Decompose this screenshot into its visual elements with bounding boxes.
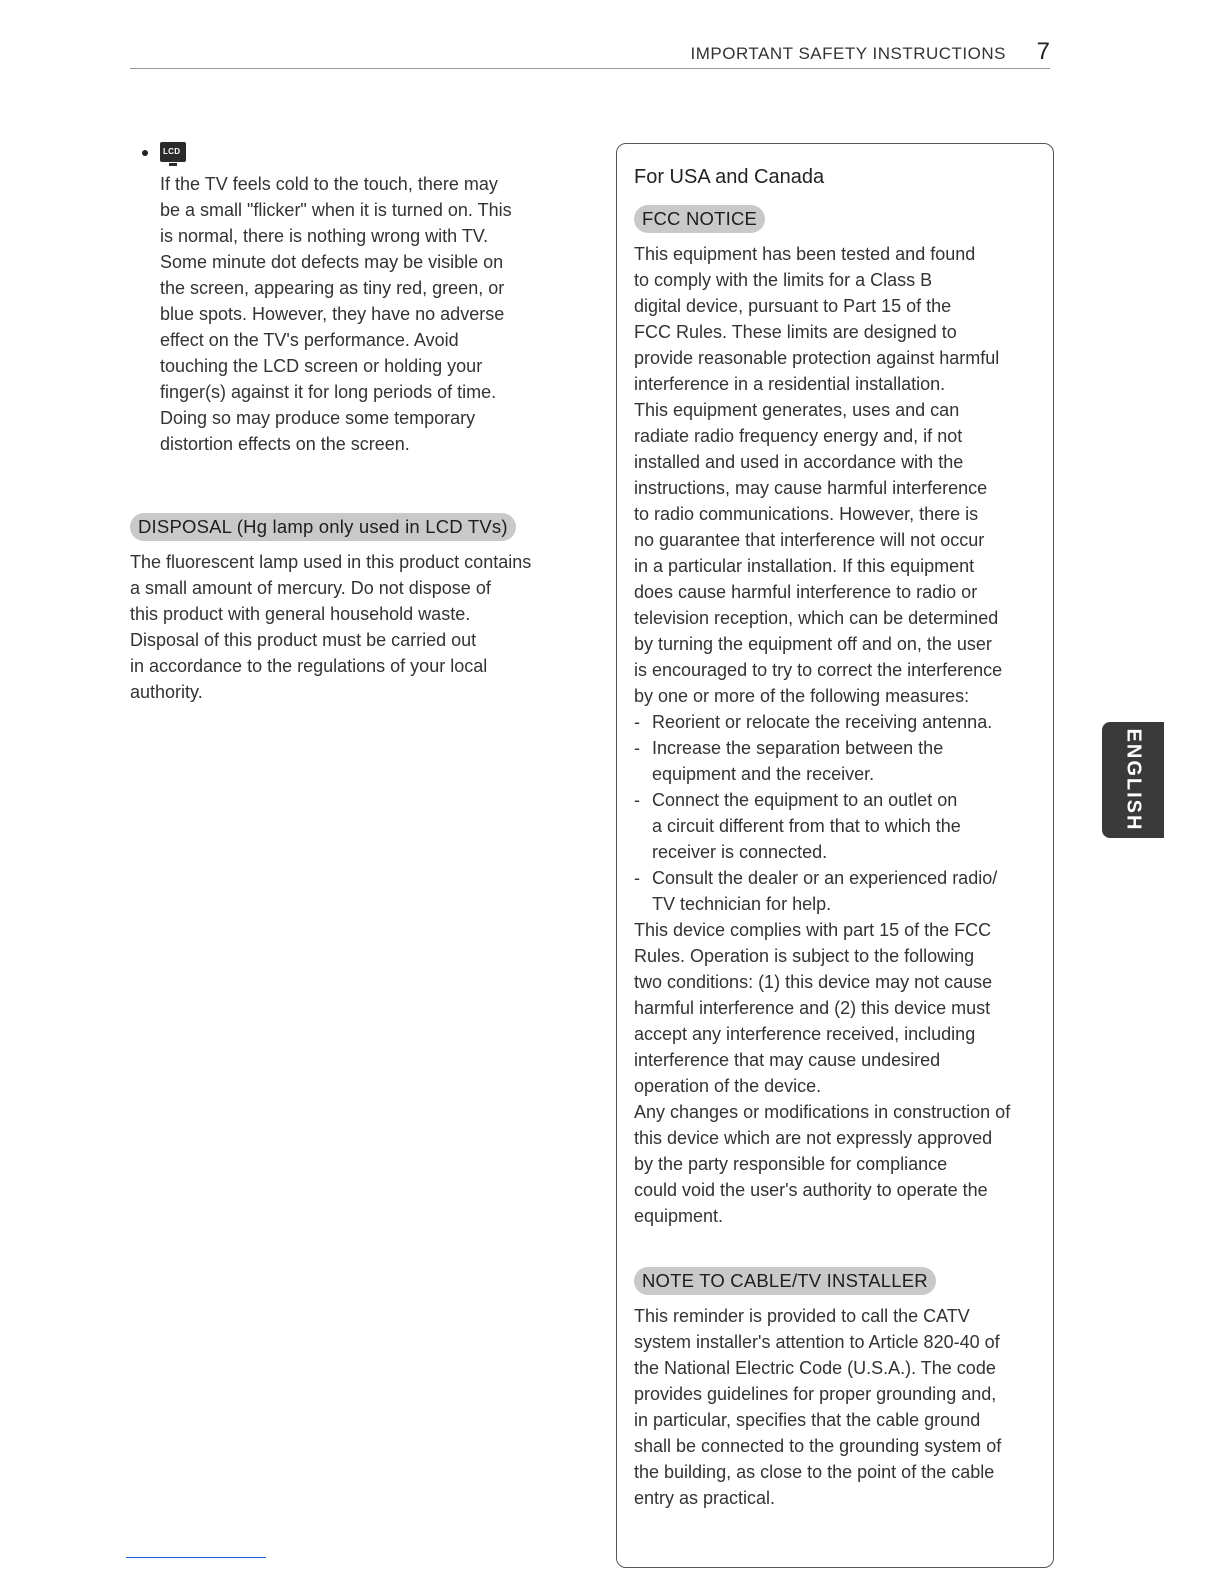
measure-text: Reorient or relocate the receiving antenna. <box>652 712 993 732</box>
list-dash: - <box>634 868 640 888</box>
list-dash: - <box>634 738 640 758</box>
lcd-bullet-text: If the TV feels cold to the touch, there may be a small "flicker" when it is turned on. This is normal, there is nothing wrong with TV. Some minute dot defects may be visible on the screen, appearing as tiny red, green, or blue spots. However, they have no adverse effect on the TV's performance. Avoid touching the LCD screen or holding your finger(s) against it for long periods of time. Doing so may produce some temporary distortion effects on the screen. <box>160 174 512 454</box>
fcc-intro-text: This equipment has been tested and found to comply with the limits for a Class B digital device, pursuant to Part 15 of the FCC Rules. These limits are designed to provide reasonable protection against harmful interference in a residential installation. This equipment generates, uses and can radiate radio frequency energy and, if not installed and used in accordance with the instructions, may cause harmful interference to radio communications. However, there is no guarantee that interference will not occur in a particular installation. If this equipment does cause harmful interference to radio or television reception, which can be determined by turning the equipment off and on, the user is encouraged to try to correct the interference by one or more of the following measures: <box>634 244 1003 706</box>
note-cable-installer-heading: NOTE TO CABLE/TV INSTALLER <box>634 1267 936 1295</box>
disposal-heading: DISPOSAL (Hg lamp only used in LCD TVs) <box>130 513 516 541</box>
disposal-text: The fluorescent lamp used in this product contains a small amount of mercury. Do not dispose of this product with general household waste. Disposal of this product must be carried out in accordance to the regulations of your local authority. <box>130 552 532 702</box>
measure-text: Connect the equipment to an outlet on a circuit different from that to which the receiver is connected. <box>652 790 961 862</box>
lcd-tv-icon <box>160 142 186 162</box>
fcc-compliance-text: This device complies with part 15 of the FCC Rules. Operation is subject to the following two conditions: (1) this device may not cause harmful interference and (2) this device must accept any interference received, including interference that may cause undesired operation of the device. Any changes or modifications in construction of this device which are not expressly approved by the party responsible for compliance could void the user's authority to operate the equipment. <box>634 920 1011 1226</box>
note-text: This reminder is provided to call the CATV system installer's attention to Article 820-40 of the National Electric Code (U.S.A.). The code provides guidelines for proper grounding and, in particular, specifies that the cable ground shall be connected to the grounding system of the building, as close to the point of the cable entry as practical. <box>634 1306 1002 1508</box>
language-tab <box>1102 722 1164 838</box>
fcc-notice-heading: FCC NOTICE <box>634 205 765 233</box>
disposal-heading-row <box>130 513 580 541</box>
list-dash: - <box>634 712 640 732</box>
measure-text: Consult the dealer or an experienced radio/ TV technician for help. <box>652 868 998 914</box>
page-header <box>130 40 1050 69</box>
bullet-dot <box>142 150 148 156</box>
list-dash: - <box>634 790 640 810</box>
fcc-heading-row <box>634 205 1053 233</box>
measures-list <box>634 709 1053 917</box>
lcd-bullet <box>130 140 580 457</box>
header-title: IMPORTANT SAFETY INSTRUCTIONS <box>690 44 1006 63</box>
box-title: For USA and Canada <box>634 166 825 188</box>
list-item <box>634 787 1053 865</box>
list-item <box>634 735 1053 787</box>
page-number: 7 <box>1036 38 1050 65</box>
lcd-icon-label: LCD <box>163 147 181 156</box>
left-column <box>130 140 580 705</box>
list-item <box>634 865 1053 917</box>
language-tab-label: ENGLISH <box>1122 728 1145 832</box>
footnote-divider <box>126 1557 266 1558</box>
usa-canada-box <box>616 143 1054 1568</box>
note-heading-row <box>634 1267 1053 1295</box>
measure-text: Increase the separation between the equipment and the receiver. <box>652 738 944 784</box>
list-item <box>634 709 1053 735</box>
